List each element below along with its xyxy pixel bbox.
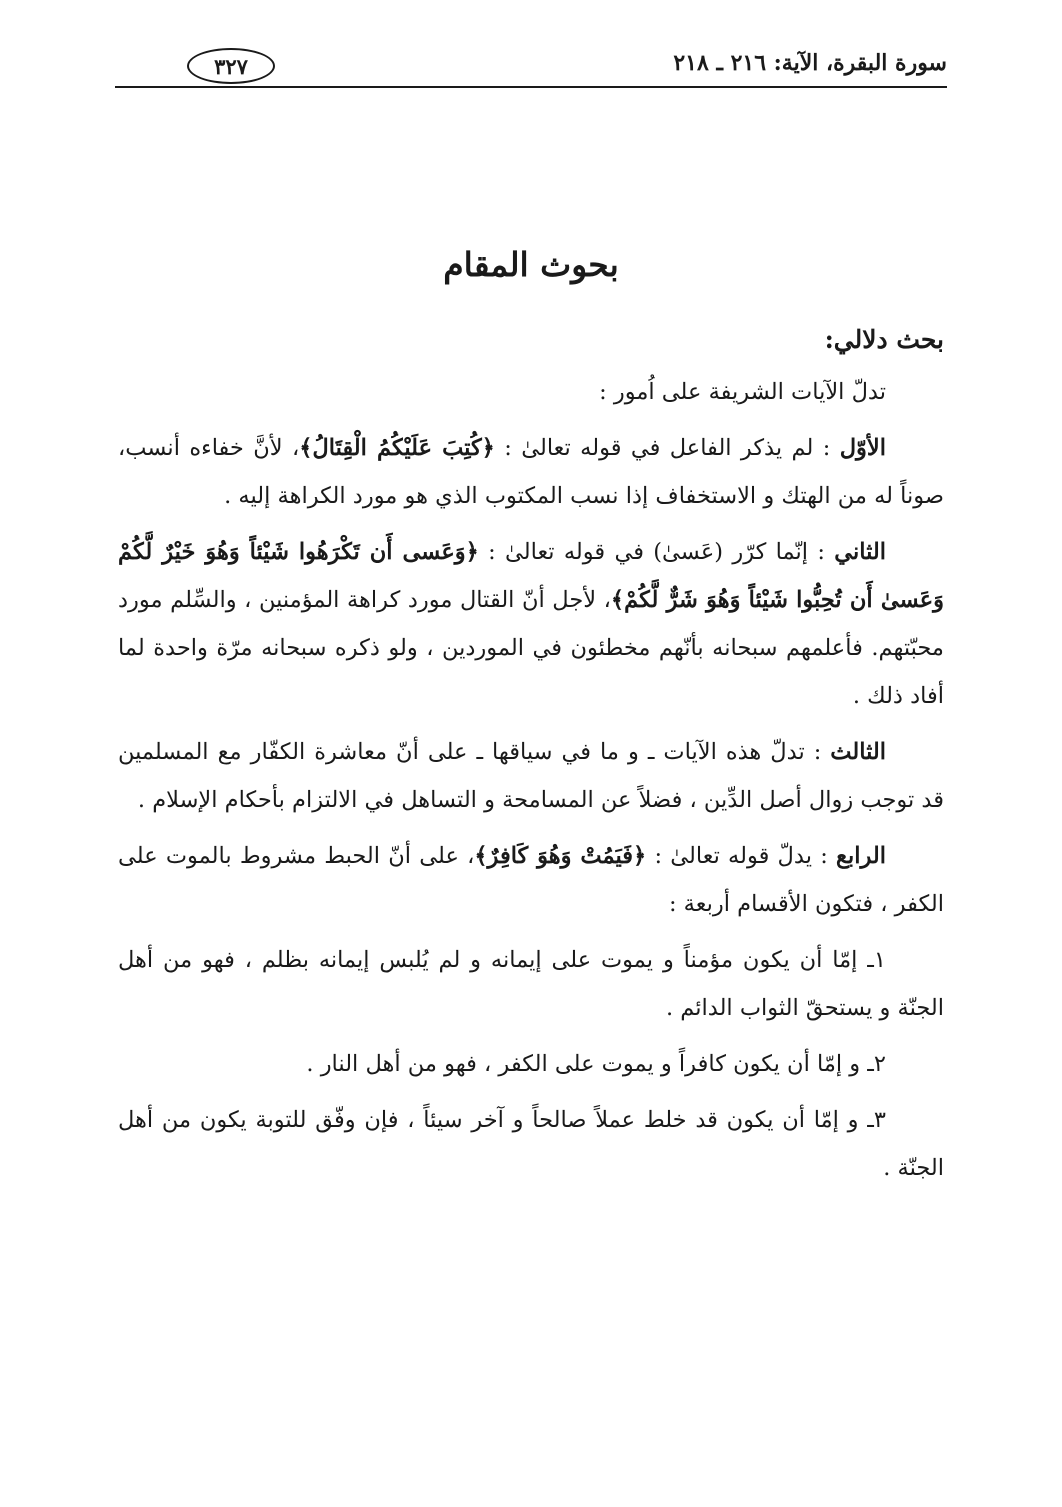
intro-paragraph: تدلّ الآيات الشريفة على اُمور :: [599, 379, 886, 405]
point-text: : لم يذكر الفاعل في قوله تعالىٰ :: [494, 435, 840, 461]
list-item-1: ١ـ إمّا أن يكون مؤمناً و يموت على إيمانه و لم يُلبس إيمانه بظلم ، فهو من أهل الجنّة و يستحقّ الثواب الدائم .: [118, 947, 944, 1021]
running-title: سورة البقرة، الآية: ٢١٦ ـ ٢١٨: [673, 50, 947, 76]
point-text: ، على أنّ الحبط مشروط بالموت على الكفر ، فتكون الأقسام أربعة :: [118, 843, 944, 917]
point-lead: الثالث: [830, 739, 886, 765]
point-lead: الثاني: [834, 539, 886, 565]
quran-verse: ﴿كُتِبَ عَلَيْكُمُ الْقِتَالُ﴾: [299, 435, 495, 461]
page-number: ٣٢٧: [214, 53, 248, 79]
list-item-2: ٢ـ و إمّا أن يكون كافراً و يموت على الكفر ، فهو من أهل النار .: [306, 1051, 886, 1077]
quran-verse: ﴿فَيَمُتْ وَهُوَ كَافِرٌ﴾: [474, 843, 647, 869]
point-fourth: [118, 832, 944, 928]
list-item-3: ٣ـ و إمّا أن يكون قد خلط عملاً صالحاً و آخر سيئاً ، فإن وفّق للتوبة يكون من أهل الجنّة .: [118, 1107, 944, 1181]
point-lead: الرابع: [835, 843, 886, 869]
point-second: [118, 528, 944, 720]
header-rule: [115, 86, 947, 88]
quran-verse: ﴿وَعَسى أَن تَكْرَهُوا شَيْئاً وَهُوَ خَيْرٌ لَّكُمْ وَعَسىٰ أَن تُحِبُّوا شَيْئاً وَهُوَ شَرٌّ لَّكُمْ﴾: [118, 539, 944, 613]
subheading: بحث دلالي:: [824, 325, 944, 354]
point-third: [118, 728, 944, 824]
point-text: : يدلّ قوله تعالىٰ :: [646, 843, 836, 869]
page-number-oval: [187, 48, 275, 84]
point-text: : تدلّ هذه الآيات ـ و ما في سياقها ـ على أنّ معاشرة الكفّار مع المسلمين قد توجب زوال أصل الدِّين ، فضلاً عن المسامحة و التساهل في الالتزام بأحكام الإسلام .: [118, 739, 944, 813]
point-text: : إنّما كرّر (عَسىٰ) في قوله تعالىٰ :: [478, 539, 835, 565]
page-body: [118, 240, 944, 1200]
point-lead: الأوّل: [839, 435, 886, 461]
point-first: [118, 424, 944, 520]
point-text: ، لأنَّ خفاءه أنسب، صوناً له من الهتك و الاستخفاف إذا نسب المكتوب الذي هو مورد الكراهة إليه .: [118, 435, 944, 509]
point-text: ، لأجل أنّ القتال مورد كراهة المؤمنين ، والسِّلم مورد محبّتهم. فأعلمهم سبحانه بأنّهم مخطئون في الموردين ، ولو ذكره سبحانه مرّة واحدة لما أفاد ذلك .: [118, 587, 944, 709]
running-header: [115, 48, 947, 90]
section-title: بحوث المقام: [443, 245, 619, 284]
